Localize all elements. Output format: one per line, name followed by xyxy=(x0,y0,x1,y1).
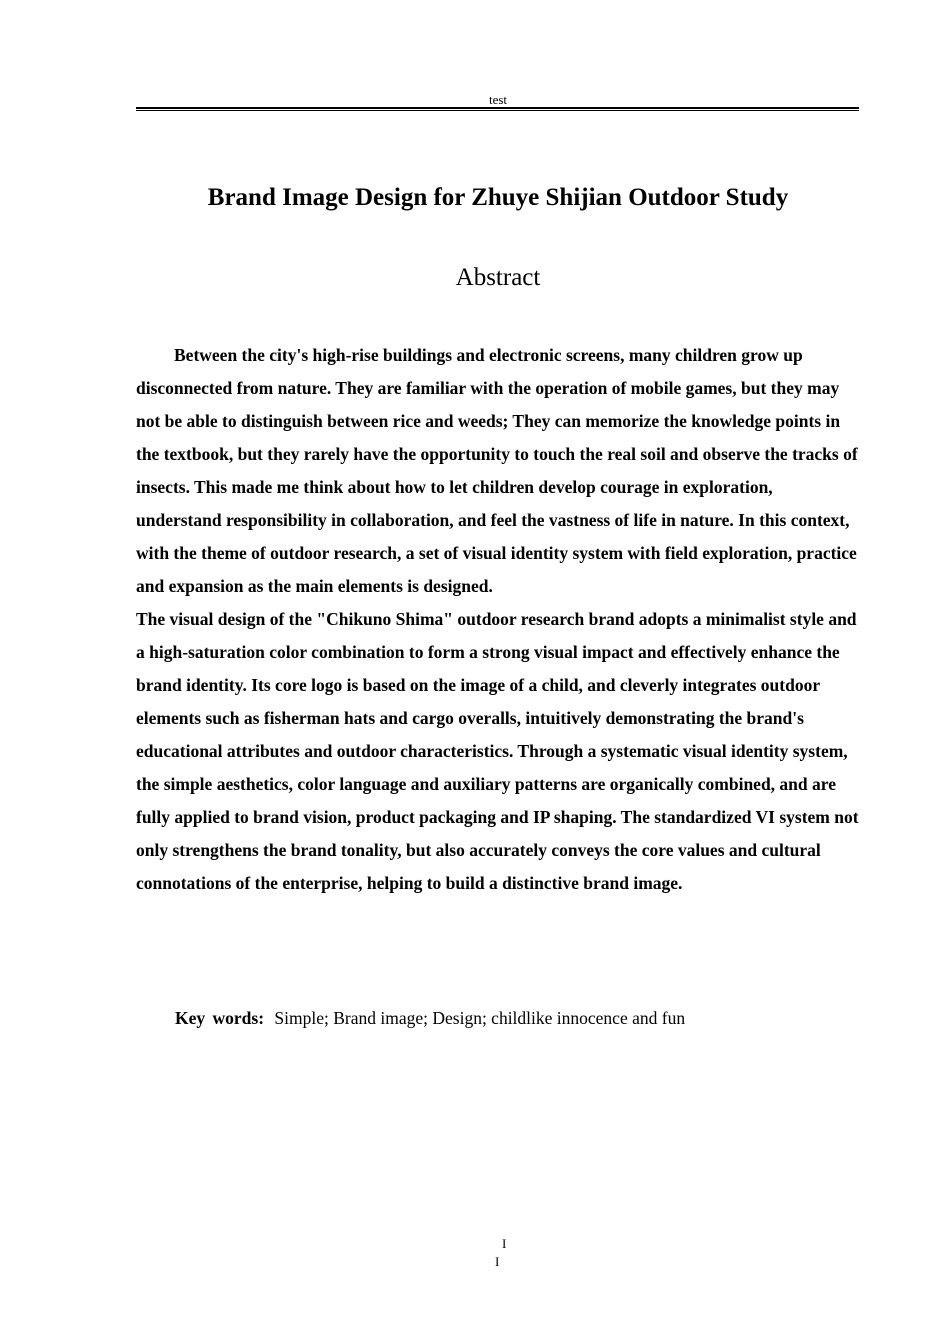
page-number: I xyxy=(502,1236,507,1251)
page-number-secondary: I xyxy=(495,1254,500,1269)
abstract-paragraph-1: Between the city's high-rise buildings and electronic screens, many children grow up disconnected from nature. They are familiar with the operation of mobile games, but they may not be able to distinguish between rice and weeds; They can memorize the knowledge points in the textbook, but they rarely have the opportunity to touch the real soil and observe the tracks of insects. This made me think about how to let children develop courage in exploration, understand responsibility in collaboration, and feel the vastness of life in nature. In this context, with the theme of outdoor research, a set of visual identity system with field exploration, practice and expansion as the main elements is designed. xyxy=(136,345,858,596)
header-rule xyxy=(136,107,859,111)
document-title: Brand Image Design for Zhuye Shijian Outdoor Study xyxy=(207,184,789,211)
keywords-line xyxy=(175,1005,865,1031)
abstract-heading: Abstract xyxy=(455,264,541,291)
abstract-body xyxy=(136,339,860,900)
abstract-paragraph-2: The visual design of the "Chikuno Shima" outdoor research brand adopts a minimalist style and a high-saturation color combination to form a strong visual impact and effectively enhance the brand identity. Its core logo is based on the image of a child, and cleverly integrates outdoor elements such as fisherman hats and cargo overalls, intuitively demonstrating the brand's educational attributes and outdoor characteristics. Through a systematic visual identity system, the simple aesthetics, color language and auxiliary patterns are organically combined, and are fully applied to brand vision, product packaging and IP shaping. The standardized VI system not only strengthens the brand tonality, but also accurately conveys the core values and cultural connotations of the enterprise, helping to build a distinctive brand image. xyxy=(136,609,859,893)
running-header: test xyxy=(488,92,508,107)
keywords-label: Key words: xyxy=(175,1008,265,1028)
keywords-value: Simple; Brand image; Design; childlike innocence and fun xyxy=(274,1008,686,1028)
